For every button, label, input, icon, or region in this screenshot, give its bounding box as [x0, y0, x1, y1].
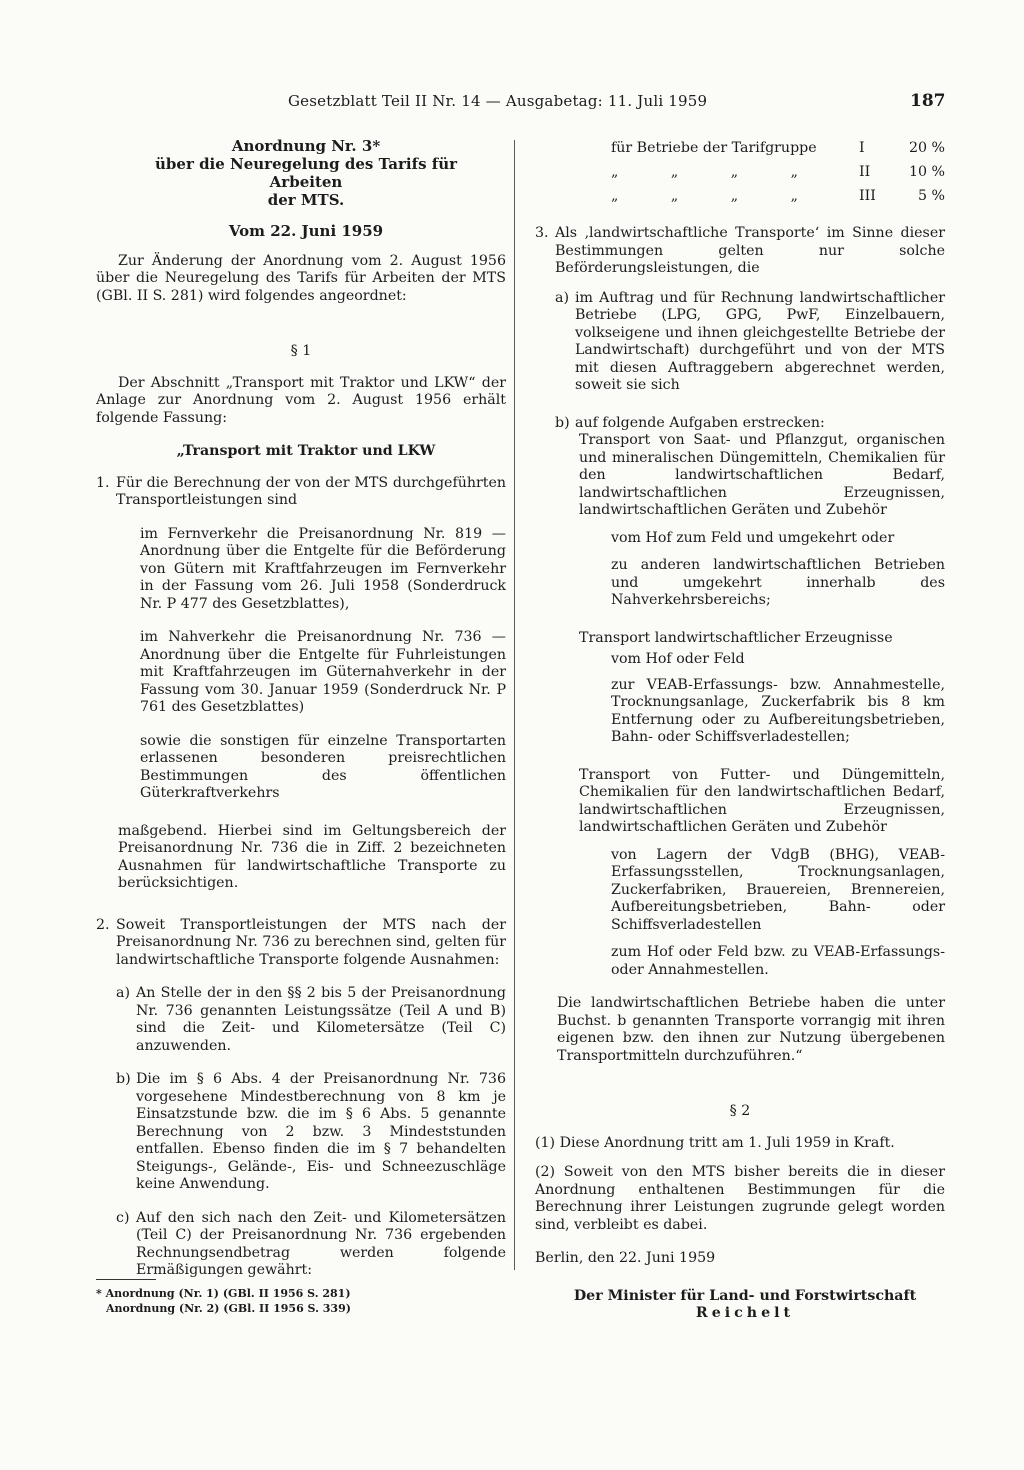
- rate-group: II: [859, 164, 871, 181]
- footnotes: [96, 1286, 351, 1316]
- transport-1-route-b: zu anderen landwirtschaftlichen Betrieben und umgekehrt innerhalb des Nahverkehrsbereichs;: [611, 557, 945, 608]
- intro-paragraph: Zur Änderung der Anordnung vom 2. August 1956 über die Neuregelung des Tarifs für Arbeiten der MTS (GBl. II S. 281) wird folgendes angeordnet:: [96, 252, 506, 304]
- running-head: Gesetzblatt Teil II Nr. 14 — Ausgabetag: 11. Juli 1959: [288, 92, 708, 110]
- item-2b-text: Die im § 6 Abs. 4 der Preisanordnung Nr. 736 vorgesehene Mindestberechnung von 8 km je Einsatzstunde bzw. die im § 6 Abs. 5 genannte Berechnung von 2 bzw. 3 Mindeststunden entfallen. Ebenso finden die im § 7 behandelten Steigungs-, Gelände-, Eis- und Schneezuschläge keine Anwendung.: [136, 1071, 506, 1192]
- item-2: [96, 917, 506, 970]
- section-2-para-2: (2) Soweit von den MTS bisher bereits die in dieser Anordnung enthaltenen Bestimmungen für die Berechnung ihrer Leistungen zugrunde gelegt worden sind, verbleibt es dabei.: [535, 1164, 945, 1233]
- rate-percent: 20 %: [908, 140, 945, 157]
- item-1-text: Für die Berechnung der von der MTS durchgeführten Transportleistungen sind: [116, 474, 506, 508]
- rate-group: I: [859, 140, 865, 157]
- rate-label: „ „ „ „: [611, 164, 798, 181]
- closing-paragraph: Die landwirtschaftlichen Betriebe haben die unter Buchst. b genannten Transporte vorrangig mit ihren eigenen bzw. den ihnen zur Nutzung übergebenen Transportmitteln durchzuführen.“: [557, 995, 945, 1064]
- section-1-text: Der Abschnitt „Transport mit Traktor und LKW“ der Anlage zur Anordnung vom 2. August 1956 erhält folgende Fassung:: [96, 374, 506, 426]
- item-2b-mark: b): [116, 1071, 131, 1087]
- item-1: [96, 475, 506, 510]
- item-3b-mark: b): [555, 414, 570, 431]
- footnote-rule: [96, 1279, 156, 1280]
- rate-label: für Betriebe der Tarifgruppe: [611, 140, 817, 157]
- item-1-fernverkehr: im Fernverkehr die Preisanordnung Nr. 819 — Anordnung über die Entgelte für die Beförderung von Gütern mit Kraftfahrzeugen im Fernverkehr in der Fassung vom 26. Juli 1958 (Sonderdruck Nr. P 477 des Gesetzblattes),: [140, 525, 506, 612]
- item-2a-text: An Stelle der in den §§ 2 bis 5 der Preisanordnung Nr. 736 genannten Leistungssätze (Teil A und B) sind die Zeit- und Kilometersätze (Teil C) anzuwenden.: [136, 985, 506, 1054]
- item-1-number: 1.: [96, 474, 110, 491]
- transport-2-route-b: zur VEAB-Erfassungs- bzw. Annahmestelle, Trocknungsanlage, Zuckerfabrik bis 8 km Entfernung oder zu Aufbereitungsbetrieben, Bahn- oder Schiffsverladestellen;: [611, 676, 945, 745]
- transport-3-route-b: zum Hof oder Feld bzw. zu VEAB-Erfassungs- oder Annahmestellen.: [611, 944, 945, 978]
- section-2-sign: § 2: [729, 1103, 751, 1119]
- item-2c: [116, 1210, 506, 1280]
- section-1-sign: § 1: [290, 343, 312, 359]
- rate-percent: 5 %: [917, 188, 945, 205]
- rate-row: [611, 161, 945, 185]
- rate-percent: 10 %: [908, 164, 945, 181]
- section-title: „Transport mit Traktor und LKW: [176, 443, 436, 459]
- item-3a: [555, 290, 945, 395]
- item-2c-mark: c): [116, 1209, 130, 1226]
- title-line-3: der MTS.: [267, 191, 345, 209]
- signer-title: Der Minister für Land- und Forstwirtschaft: [573, 1287, 917, 1304]
- place-date: Berlin, den 22. Juni 1959: [535, 1250, 716, 1266]
- signer-name: Reichelt: [695, 1305, 795, 1321]
- item-1-sonstige: sowie die sonstigen für einzelne Transportarten erlassenen besonderen preisrechtlichen Bestimmungen des öffentlichen Güterkraftverkehrs: [140, 732, 506, 801]
- footnote-line-2: Anordnung (Nr. 2) (GBl. II 1956 S. 339): [106, 1302, 351, 1315]
- column-divider: [514, 140, 515, 1270]
- right-column: [535, 137, 945, 1323]
- item-3b: [555, 415, 945, 433]
- item-3a-text: im Auftrag und für Rechnung landwirtschaftlicher Betriebe (LPG, GPG, PwF, Einzelbauern, volkseigene und ihnen gleichgestellte Betriebe der Landwirtschaft) durchgeführt und von der MTS mit diesen Auftraggebern abgerechnet werden, soweit sie sich: [575, 289, 945, 393]
- rate-group: III: [859, 188, 876, 205]
- item-3a-mark: a): [555, 289, 569, 306]
- transport-3-route-a: von Lagern der VdgB (BHG), VEAB-Erfassungsstellen, Trocknungsanlagen, Zuckerfabriken, Brauereien, Brennereien, Aufbereitungsbetrieben, Bahn- oder Schiffsverladestellen: [611, 846, 945, 933]
- transport-1-route-a: vom Hof zum Feld und umgekehrt oder: [611, 529, 895, 546]
- transport-2: Transport landwirtschaftlicher Erzeugnisse: [579, 629, 893, 646]
- item-2a: [116, 985, 506, 1055]
- rate-label: „ „ „ „: [611, 188, 798, 205]
- item-2b: [116, 1071, 506, 1194]
- item-3b-text: auf folgende Aufgaben erstrecken:: [575, 414, 825, 431]
- title-line-2: über die Neuregelung des Tarifs für Arbeiten: [155, 155, 457, 191]
- item-2a-mark: a): [116, 985, 130, 1001]
- page-number: 187: [910, 91, 946, 111]
- item-3-text: Als ‚landwirtschaftliche Transporte‘ im Sinne dieser Bestimmungen gelten nur solche Beförderungsleistungen, die: [555, 225, 945, 276]
- item-1-nahverkehr: im Nahverkehr die Preisanordnung Nr. 736 — Anordnung über die Entgelte für Fuhrleistungen mit Kraftfahrzeugen im Güternahverkehr in der Fassung vom 30. Januar 1959 (Sonderdruck Nr. P 761 des Gesetzblattes): [140, 629, 506, 715]
- item-1-closing: maßgebend. Hierbei sind im Geltungsbereich der Preisanordnung Nr. 736 die in Ziff. 2 bezeichneten Ausnahmen für landwirtschaftliche Transporte zu berücksichtigen.: [118, 822, 506, 891]
- item-2-text: Soweit Transportleistungen der MTS nach der Preisanordnung Nr. 736 zu berechnen sind, gelten für landwirtschaftliche Transporte folgende Ausnahmen:: [116, 916, 506, 968]
- item-3: [535, 225, 945, 278]
- transport-1: Transport von Saat- und Pflanzgut, organischen und mineralischen Düngemitteln, Chemikalien für den landwirtschaftlichen Bedarf, landwirtschaftlichen Erzeugnissen, landwirtschaftlichen Geräten und Zubehör: [579, 432, 945, 518]
- transport-3: Transport von Futter- und Düngemitteln, Chemikalien für den landwirtschaftlichen Bedarf, landwirtschaftlichen Erzeugnissen, landwirtschaftlichen Geräten und Zubehör: [579, 766, 945, 835]
- transport-2-route-a: vom Hof oder Feld: [611, 651, 745, 667]
- title-line-1: Anordnung Nr. 3*: [231, 137, 381, 155]
- item-2-number: 2.: [96, 916, 110, 933]
- rate-row: [611, 185, 945, 209]
- footnote-line-1: * Anordnung (Nr. 1) (GBl. II 1956 S. 281): [96, 1287, 351, 1300]
- left-column: [96, 137, 506, 1280]
- ordinance-title: [126, 137, 486, 209]
- section-2-para-1: (1) Diese Anordnung tritt am 1. Juli 1959 in Kraft.: [535, 1134, 895, 1151]
- item-3-number: 3.: [535, 225, 549, 241]
- discount-table: [611, 137, 945, 209]
- rate-row: [611, 137, 945, 161]
- ordinance-date: Vom 22. Juni 1959: [228, 222, 384, 240]
- item-2c-text: Auf den sich nach den Zeit- und Kilometersätzen (Teil C) der Preisanordnung Nr. 736 ergebenden Rechnungsendbetrag werden folgende Ermäßigungen gewährt:: [136, 1209, 506, 1278]
